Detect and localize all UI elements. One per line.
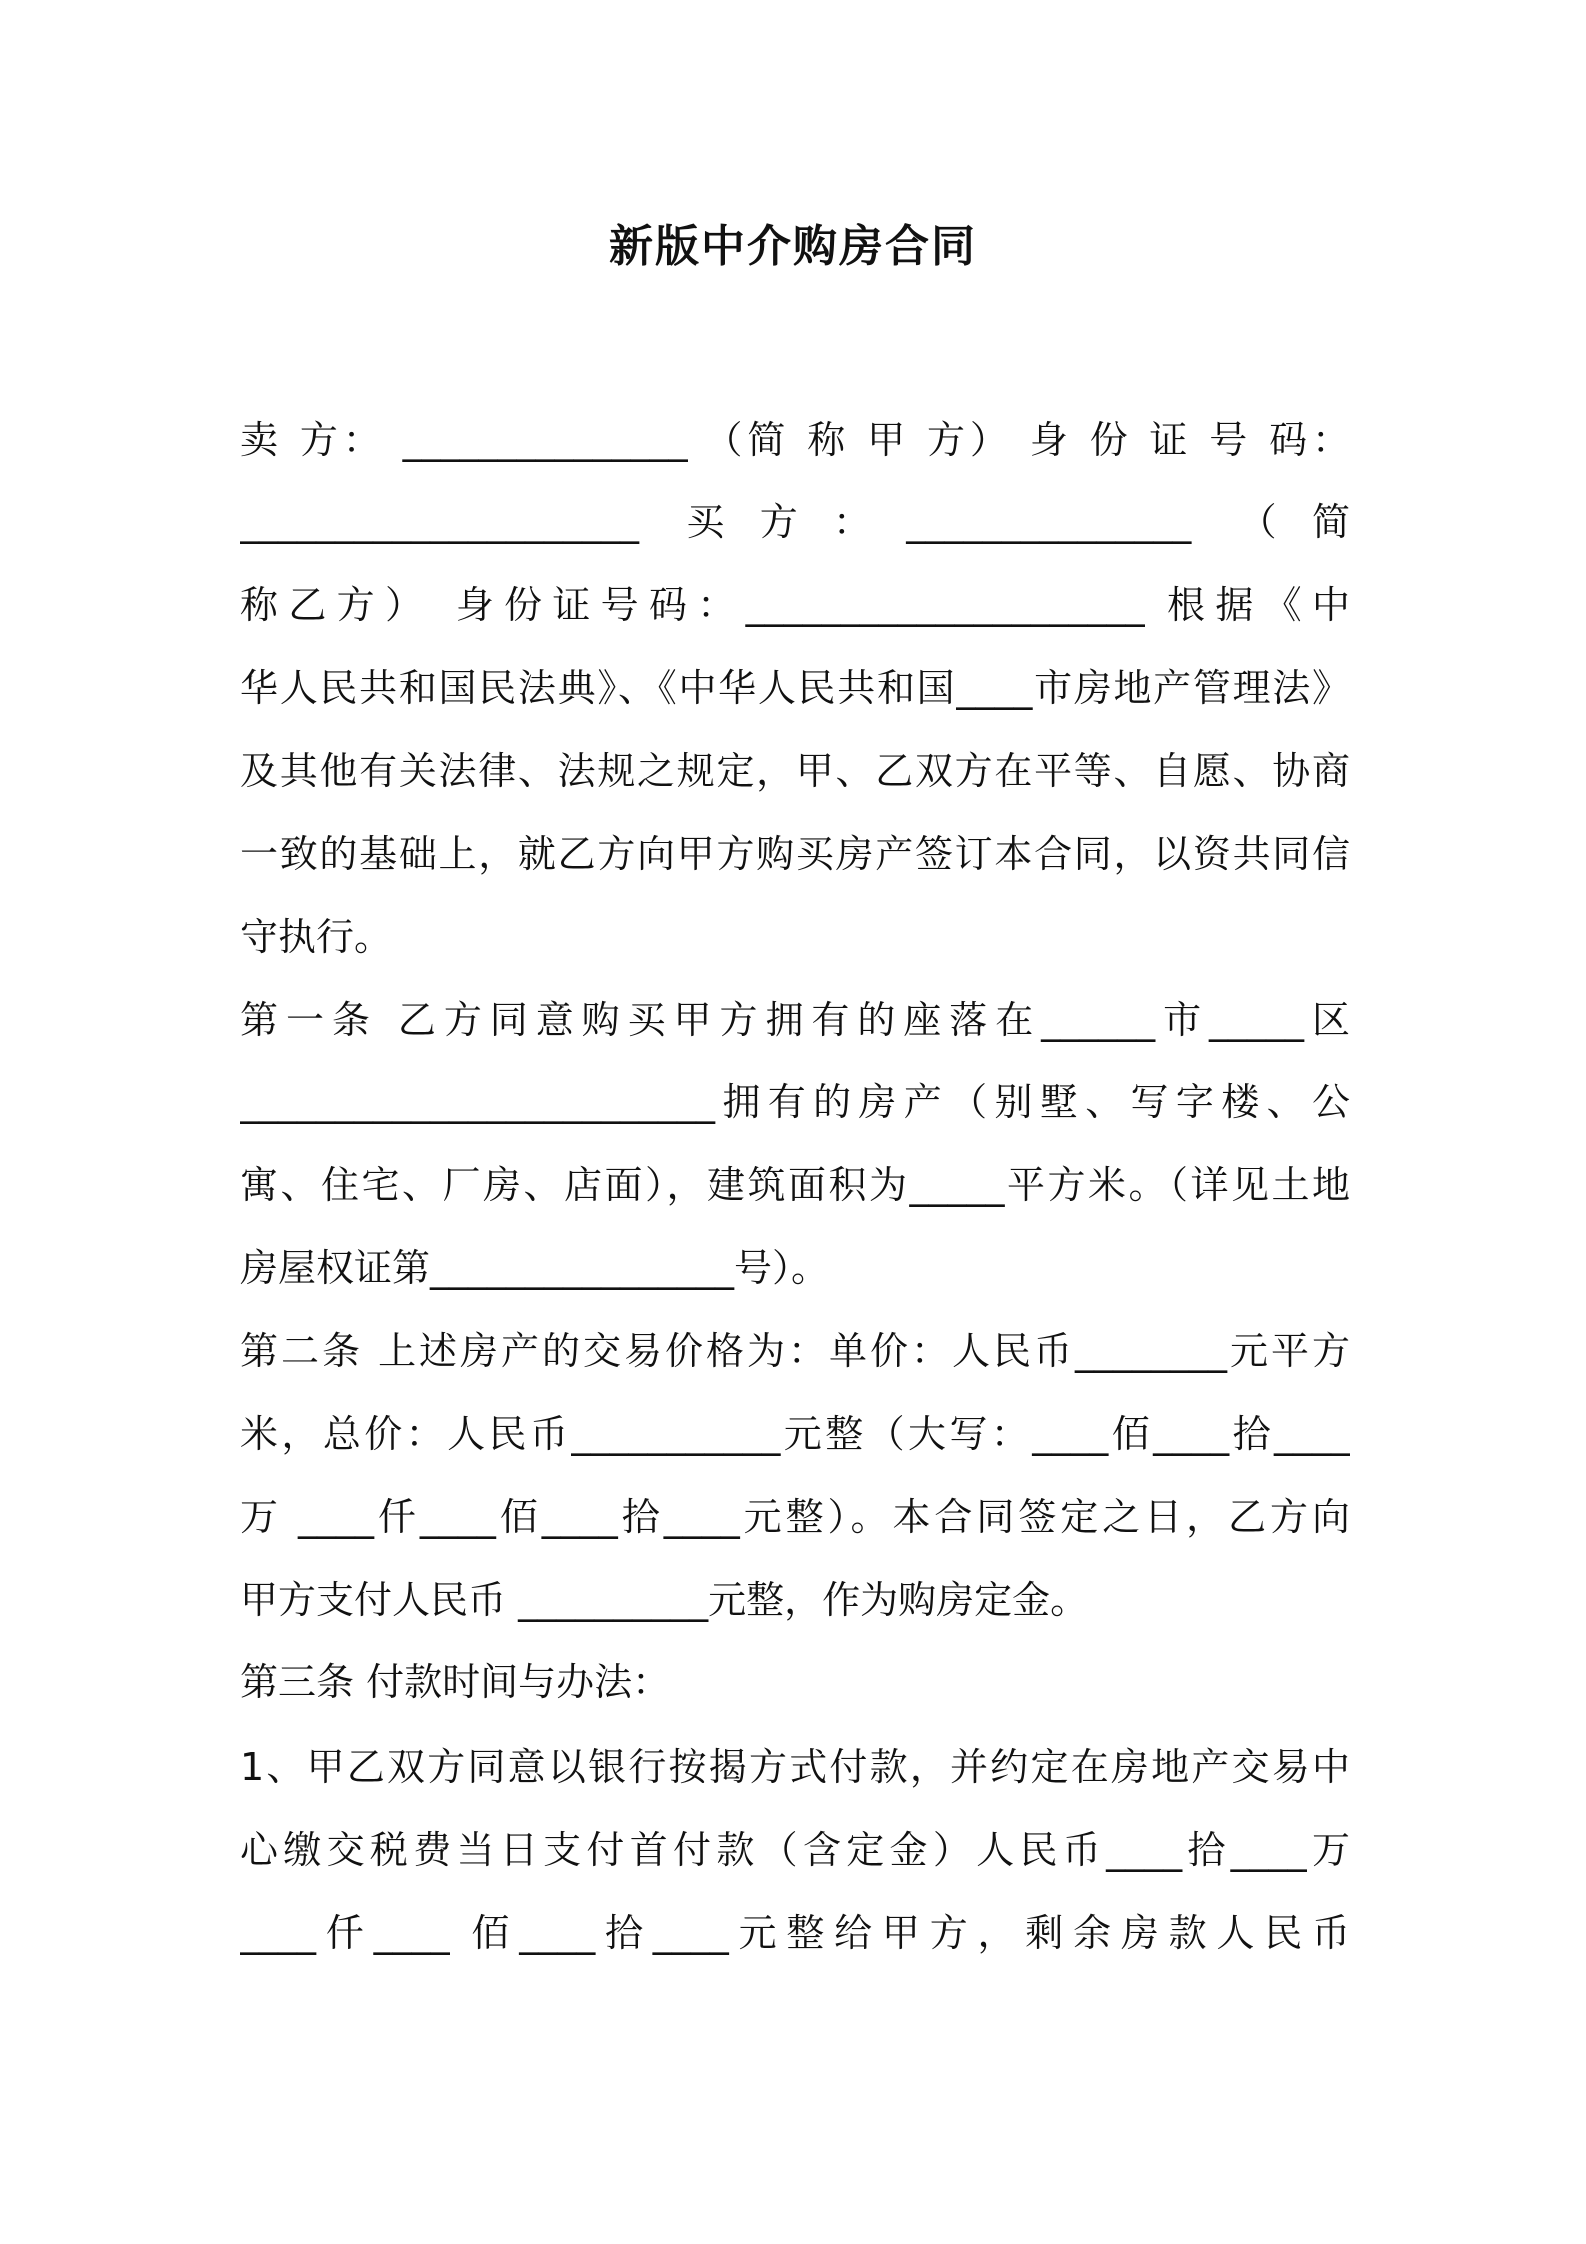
contract-line: 第二条 上述房产的交易价格为：单价：人民币________元平方 <box>240 1329 1350 1373</box>
contract-line: 守执行。 <box>240 915 393 959</box>
contract-line: 心缴交税费当日支付首付款（含定金）人民币____拾____万 <box>240 1828 1350 1872</box>
contract-line: 1、甲乙双方同意以银行按揭方式付款，并约定在房地产交易中 <box>240 1745 1350 1789</box>
contract-line: 甲方支付人民币 __________元整，作为购房定金。 <box>240 1578 1089 1622</box>
contract-line: ____仟____ 佰____拾____元整给甲方，剩余房款人民币 <box>240 1911 1350 1955</box>
contract-line: 房屋权证第________________号）。 <box>240 1246 830 1290</box>
contract-line: 第一条 乙方同意购买甲方拥有的座落在______市_____区 <box>240 998 1350 1042</box>
contract-line: 卖 方： _______________ （简 称 甲 方） 身 份 证 号 码： <box>240 418 1350 462</box>
contract-line: 万 ____仟____佰____拾____元整）。本合同签定之日，乙方向 <box>240 1495 1350 1539</box>
contract-line: _____________________ 买方：_______________ （简 <box>240 500 1350 544</box>
contract-line: 称乙方） 身份证号码：_____________________ 根据《中 <box>240 583 1350 627</box>
contract-line: 第三条 付款时间与办法： <box>240 1660 671 1704</box>
contract-line: 华人民共和国民法典》、《中华人民共和国____市房地产管理法》 <box>240 666 1350 710</box>
contract-line: 米，总价：人民币___________元整（大写：____佰____拾____ <box>240 1412 1350 1456</box>
document-title: 新版中介购房合同 <box>609 221 977 272</box>
contract-line: 一致的基础上，就乙方向甲方购买房产签订本合同，以资共同信 <box>240 832 1350 876</box>
contract-line: _________________________拥有的房产（别墅、写字楼、公 <box>240 1080 1350 1124</box>
contract-line: 及其他有关法律、法规之规定，甲、乙双方在平等、自愿、协商 <box>240 749 1350 793</box>
contract-line: 寓、住宅、厂房、店面），建筑面积为_____平方米。（详见土地 <box>240 1163 1350 1207</box>
